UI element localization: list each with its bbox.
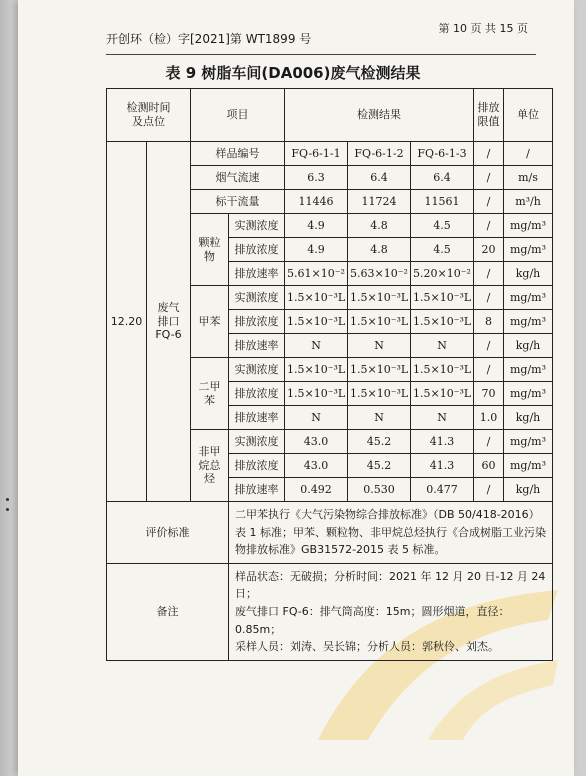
emission-limit: / xyxy=(474,358,504,382)
row-item: 排放浓度 xyxy=(229,454,285,478)
result-value-1: N xyxy=(285,334,348,358)
emission-limit: / xyxy=(474,214,504,238)
report-number: 开创环（检）字[2021]第 WT1899 号 xyxy=(106,32,312,46)
result-value-2: 1.5×10⁻³L xyxy=(348,382,411,406)
result-value-2: 45.2 xyxy=(348,454,411,478)
row-item: 排放浓度 xyxy=(229,310,285,334)
emission-limit: / xyxy=(474,478,504,502)
result-value-1: 4.9 xyxy=(285,238,348,262)
row-item: 排放速率 xyxy=(229,334,285,358)
header-limit: 排放 限值 xyxy=(474,89,504,142)
pollutant-group: 颗粒 物 xyxy=(191,214,229,286)
row-item: 烟气流速 xyxy=(191,166,285,190)
result-value-1: 1.5×10⁻³L xyxy=(285,310,348,334)
result-value-3: N xyxy=(411,406,474,430)
unit: mg/m³ xyxy=(504,454,553,478)
emission-limit: / xyxy=(474,262,504,286)
header-item: 项目 xyxy=(191,89,285,142)
row-item: 实测浓度 xyxy=(229,430,285,454)
unit: m³/h xyxy=(504,190,553,214)
unit: kg/h xyxy=(504,406,553,430)
result-value-2: 4.8 xyxy=(348,214,411,238)
result-value-3: 1.5×10⁻³L xyxy=(411,286,474,310)
unit: mg/m³ xyxy=(504,358,553,382)
result-value-3: 1.5×10⁻³L xyxy=(411,382,474,406)
remark-line: 废气排口 FQ-6：排气筒高度：15m；圆形烟道，直径：0.85m； xyxy=(235,604,510,636)
standard-text: 二甲苯执行《大气污染物综合排放标准》（DB 50/418-2016）表 1 标准；甲苯、颗粒物、非甲烷总烃执行《合成树脂工业污染物排放标准》GB31572-2015 表 5 标准。 xyxy=(229,502,553,564)
remark-line: 样品状态：无破损；分析时间：2021 年 12 月 20 日-12 月 24 日； xyxy=(235,569,546,601)
result-value-3: 4.5 xyxy=(411,214,474,238)
result-value-1: 43.0 xyxy=(285,454,348,478)
result-value-3: N xyxy=(411,334,474,358)
result-value-1: 1.5×10⁻³L xyxy=(285,382,348,406)
row-item: 排放速率 xyxy=(229,478,285,502)
unit: kg/h xyxy=(504,334,553,358)
binding-margin xyxy=(0,0,18,776)
emission-limit: 20 xyxy=(474,238,504,262)
sampling-date: 12.20 xyxy=(107,142,147,502)
emission-limit: / xyxy=(474,430,504,454)
result-value-3: 5.20×10⁻² xyxy=(411,262,474,286)
result-value-1: FQ-6-1-1 xyxy=(285,142,348,166)
row-item: 样品编号 xyxy=(191,142,285,166)
result-value-2: 1.5×10⁻³L xyxy=(348,310,411,334)
result-value-2: 1.5×10⁻³L xyxy=(348,286,411,310)
remark-line: 采样人员：刘涛、吴长锦；分析人员：郭秋伶、刘杰。 xyxy=(235,640,499,654)
result-value-1: 5.61×10⁻² xyxy=(285,262,348,286)
result-value-3: 1.5×10⁻³L xyxy=(411,358,474,382)
row-item: 实测浓度 xyxy=(229,358,285,382)
result-value-2: 1.5×10⁻³L xyxy=(348,358,411,382)
table-title: 表 9 树脂车间(DA006)废气检测结果 xyxy=(165,64,421,82)
unit: kg/h xyxy=(504,262,553,286)
binding-dot xyxy=(6,508,9,511)
row-item: 实测浓度 xyxy=(229,286,285,310)
result-value-1: 4.9 xyxy=(285,214,348,238)
row-item: 标干流量 xyxy=(191,190,285,214)
result-value-3: 41.3 xyxy=(411,430,474,454)
emission-limit: 70 xyxy=(474,382,504,406)
emission-limit: 8 xyxy=(474,310,504,334)
result-value-2: 6.4 xyxy=(348,166,411,190)
result-value-3: 4.5 xyxy=(411,238,474,262)
result-value-3: 1.5×10⁻³L xyxy=(411,310,474,334)
remark-text xyxy=(229,563,553,660)
sampling-location: 废气 排口 FQ-6 xyxy=(147,142,191,502)
result-value-2: 4.8 xyxy=(348,238,411,262)
result-value-3: FQ-6-1-3 xyxy=(411,142,474,166)
result-value-3: 6.4 xyxy=(411,166,474,190)
emission-limit: 60 xyxy=(474,454,504,478)
results-table xyxy=(106,88,553,661)
emission-limit: / xyxy=(474,334,504,358)
row-item: 排放浓度 xyxy=(229,238,285,262)
result-value-2: 0.530 xyxy=(348,478,411,502)
row-item: 实测浓度 xyxy=(229,214,285,238)
row-item: 排放速率 xyxy=(229,406,285,430)
unit: mg/m³ xyxy=(504,238,553,262)
emission-limit: / xyxy=(474,142,504,166)
result-value-2: 45.2 xyxy=(348,430,411,454)
standard-label: 评价标准 xyxy=(107,502,229,564)
result-value-3: 41.3 xyxy=(411,454,474,478)
emission-limit: / xyxy=(474,286,504,310)
pollutant-group: 二甲 苯 xyxy=(191,358,229,430)
result-value-3: 0.477 xyxy=(411,478,474,502)
header-time-point: 检测时间 及点位 xyxy=(107,89,191,142)
result-value-2: FQ-6-1-2 xyxy=(348,142,411,166)
result-value-1: N xyxy=(285,406,348,430)
page-number: 第 10 页 共 15 页 xyxy=(438,22,528,35)
unit: mg/m³ xyxy=(504,430,553,454)
result-value-1: 0.492 xyxy=(285,478,348,502)
unit: mg/m³ xyxy=(504,286,553,310)
row-item: 排放浓度 xyxy=(229,382,285,406)
result-value-3: 11561 xyxy=(411,190,474,214)
result-value-1: 43.0 xyxy=(285,430,348,454)
binding-dot xyxy=(6,498,9,501)
result-value-1: 1.5×10⁻³L xyxy=(285,358,348,382)
unit: m/s xyxy=(504,166,553,190)
emission-limit: / xyxy=(474,190,504,214)
pollutant-group: 非甲 烷总 烃 xyxy=(191,430,229,502)
result-value-1: 1.5×10⁻³L xyxy=(285,286,348,310)
emission-limit: 1.0 xyxy=(474,406,504,430)
header-unit: 单位 xyxy=(504,89,553,142)
result-value-2: 5.63×10⁻² xyxy=(348,262,411,286)
pollutant-group: 甲苯 xyxy=(191,286,229,358)
header-results: 检测结果 xyxy=(285,89,474,142)
result-value-1: 11446 xyxy=(285,190,348,214)
table-header-row xyxy=(107,89,553,142)
result-value-1: 6.3 xyxy=(285,166,348,190)
row-item: 排放速率 xyxy=(229,262,285,286)
result-value-2: 11724 xyxy=(348,190,411,214)
table-row xyxy=(107,142,553,166)
page-header xyxy=(106,14,536,55)
unit: mg/m³ xyxy=(504,214,553,238)
standard-row xyxy=(107,502,553,564)
unit: / xyxy=(504,142,553,166)
unit: mg/m³ xyxy=(504,310,553,334)
unit: kg/h xyxy=(504,478,553,502)
remark-row xyxy=(107,563,553,660)
unit: mg/m³ xyxy=(504,382,553,406)
result-value-2: N xyxy=(348,334,411,358)
emission-limit: / xyxy=(474,166,504,190)
remark-label: 备注 xyxy=(107,563,229,660)
result-value-2: N xyxy=(348,406,411,430)
